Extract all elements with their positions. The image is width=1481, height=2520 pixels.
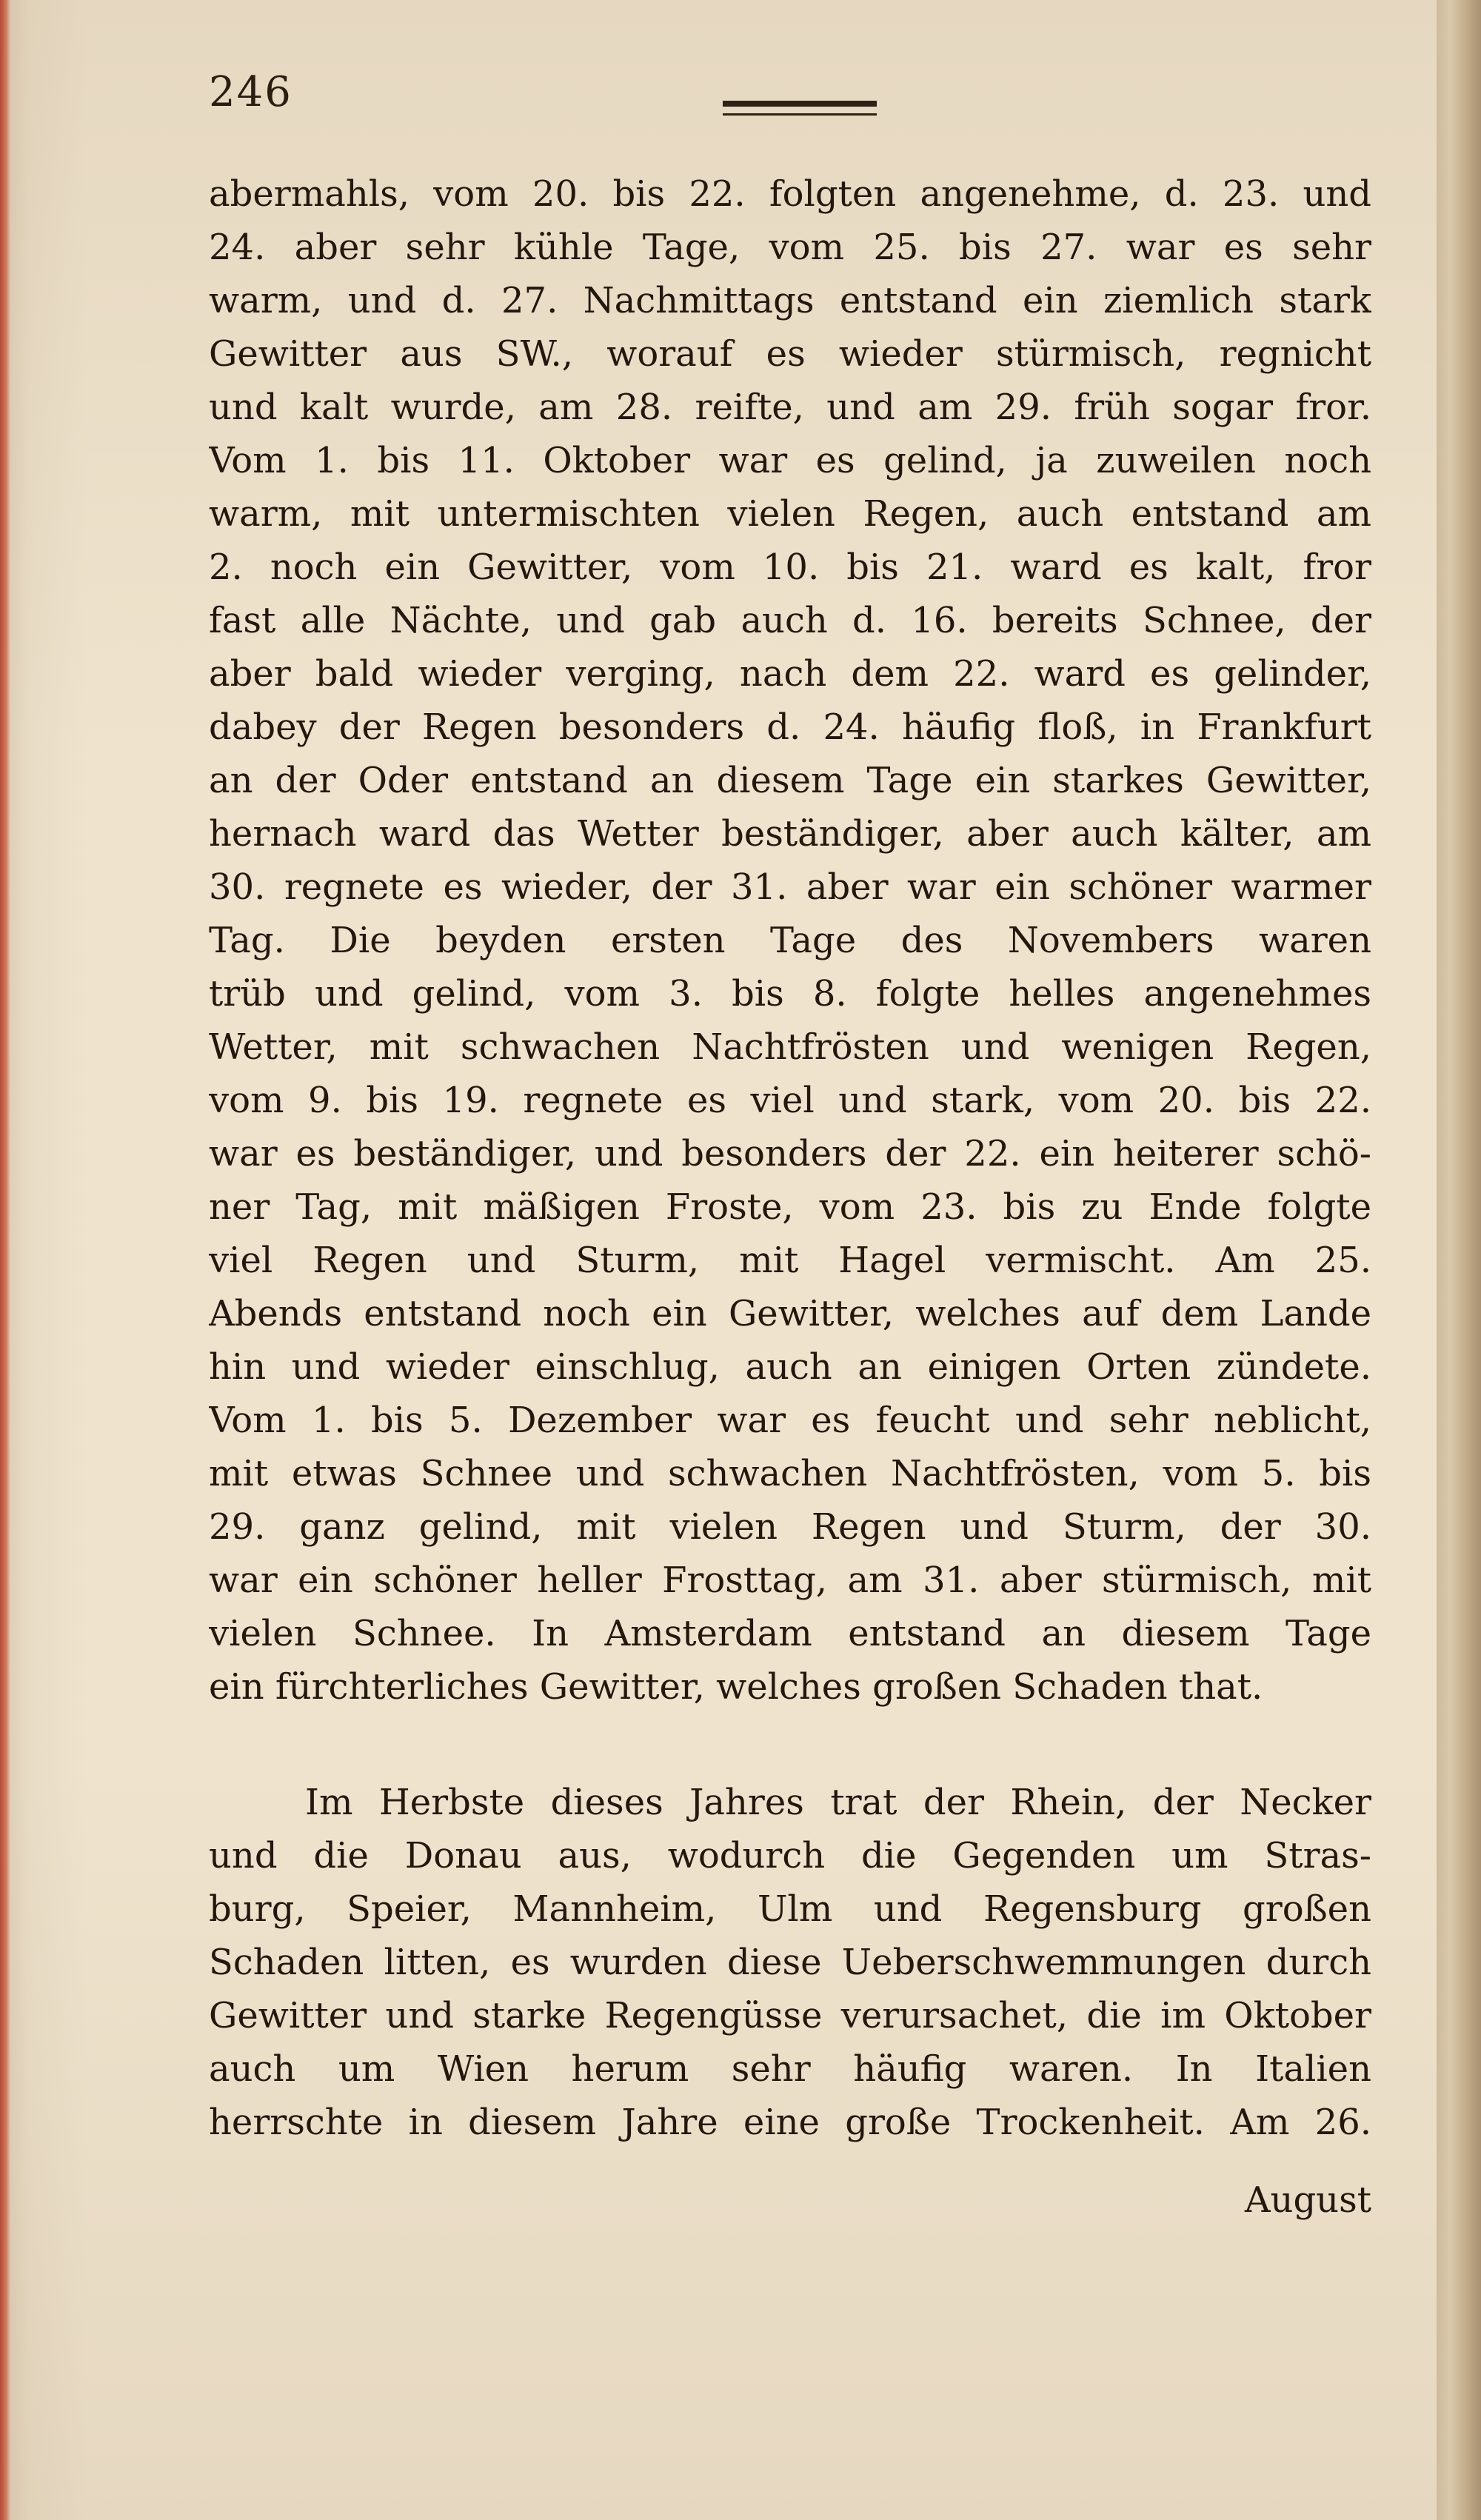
- page-right-edge: [1437, 0, 1481, 2520]
- text-line: ein fürchterliches Gewitter, welches großen Schaden that.: [209, 1666, 1263, 1708]
- text-line: auch um Wien herum sehr häufig waren. In Italien: [209, 2048, 1371, 2090]
- text-line: viel Regen und Sturm, mit Hagel vermischt. Am 25.: [209, 1240, 1371, 1281]
- text-line: abermahls, vom 20. bis 22. folgten angenehme, d. 23. und: [209, 173, 1371, 215]
- text-line: ner Tag, mit mäßigen Froste, vom 23. bis zu Ende folgte: [209, 1186, 1371, 1228]
- paragraph-2: [209, 1776, 1371, 2149]
- text-line: 29. ganz gelind, mit vielen Regen und Sturm, der 30.: [209, 1506, 1371, 1548]
- text-line: warm, und d. 27. Nachmittags entstand ein ziemlich stark: [209, 280, 1371, 321]
- text-line: Vom 1. bis 5. Dezember war es feucht und sehr neblicht,: [209, 1400, 1371, 1441]
- text-line: war ein schöner heller Frosttag, am 31. aber stürmisch, mit: [209, 1560, 1371, 1601]
- text-line: warm, mit untermischten vielen Regen, auch entstand am: [209, 493, 1371, 535]
- paragraph-1: [209, 167, 1371, 1714]
- text-line: dabey der Regen besonders d. 24. häufig floß, in Frankfurt: [209, 706, 1371, 748]
- text-line: Vom 1. bis 11. Oktober war es gelind, ja zuweilen noch: [209, 440, 1371, 481]
- text-line: Gewitter und starke Regengüsse verursachet, die im Oktober: [209, 1995, 1371, 2036]
- text-line: war es beständiger, und besonders der 22. ein heiterer schö-: [209, 1133, 1371, 1174]
- text-line: fast alle Nächte, und gab auch d. 16. bereits Schnee, der: [209, 600, 1371, 641]
- page-left-edge: [0, 0, 10, 2520]
- text-line: hernach ward das Wetter beständiger, aber auch kälter, am: [209, 813, 1371, 855]
- page-number: 246: [209, 68, 292, 116]
- text-line: Wetter, mit schwachen Nachtfrösten und wenigen Regen,: [209, 1026, 1371, 1068]
- text-line: burg, Speier, Mannheim, Ulm und Regensburg großen: [209, 1888, 1371, 1930]
- text-line: Tag. Die beyden ersten Tage des Novembers waren: [209, 920, 1371, 961]
- text-line: Abends entstand noch ein Gewitter, welches auf dem Lande: [209, 1293, 1371, 1334]
- text-line: 2. noch ein Gewitter, vom 10. bis 21. ward es kalt, fror: [209, 547, 1371, 588]
- header-rule: [723, 101, 877, 116]
- text-line: herrschte in diesem Jahre eine große Trockenheit. Am 26.: [209, 2102, 1371, 2143]
- text-line: an der Oder entstand an diesem Tage ein starkes Gewitter,: [209, 760, 1371, 801]
- text-line: trüb und gelind, vom 3. bis 8. folgte helles angenehmes: [209, 973, 1371, 1015]
- text-line: hin und wieder einschlug, auch an einigen Orten zündete.: [209, 1346, 1371, 1388]
- text-line: vielen Schnee. In Amsterdam entstand an diesem Tage: [209, 1613, 1371, 1654]
- text-line: 24. aber sehr kühle Tage, vom 25. bis 27. war es sehr: [209, 227, 1371, 268]
- text-line: und kalt wurde, am 28. reifte, und am 29. früh sogar fror.: [209, 387, 1371, 428]
- catchword: August: [1244, 2179, 1371, 2221]
- text-line: Im Herbste dieses Jahres trat der Rhein, der Necker: [305, 1782, 1371, 1823]
- text-line: 30. regnete es wieder, der 31. aber war ein schöner warmer: [209, 866, 1371, 908]
- text-line: Schaden litten, es wurden diese Ueberschwemmungen durch: [209, 1942, 1371, 1983]
- text-line: aber bald wieder verging, nach dem 22. ward es gelinder,: [209, 653, 1371, 695]
- text-line: mit etwas Schnee und schwachen Nachtfrösten, vom 5. bis: [209, 1453, 1371, 1494]
- text-line: Gewitter aus SW., worauf es wieder stürmisch, regnicht: [209, 333, 1371, 375]
- text-line: vom 9. bis 19. regnete es viel und stark, vom 20. bis 22.: [209, 1080, 1371, 1121]
- text-line: und die Donau aus, wodurch die Gegenden um Stras-: [209, 1835, 1371, 1876]
